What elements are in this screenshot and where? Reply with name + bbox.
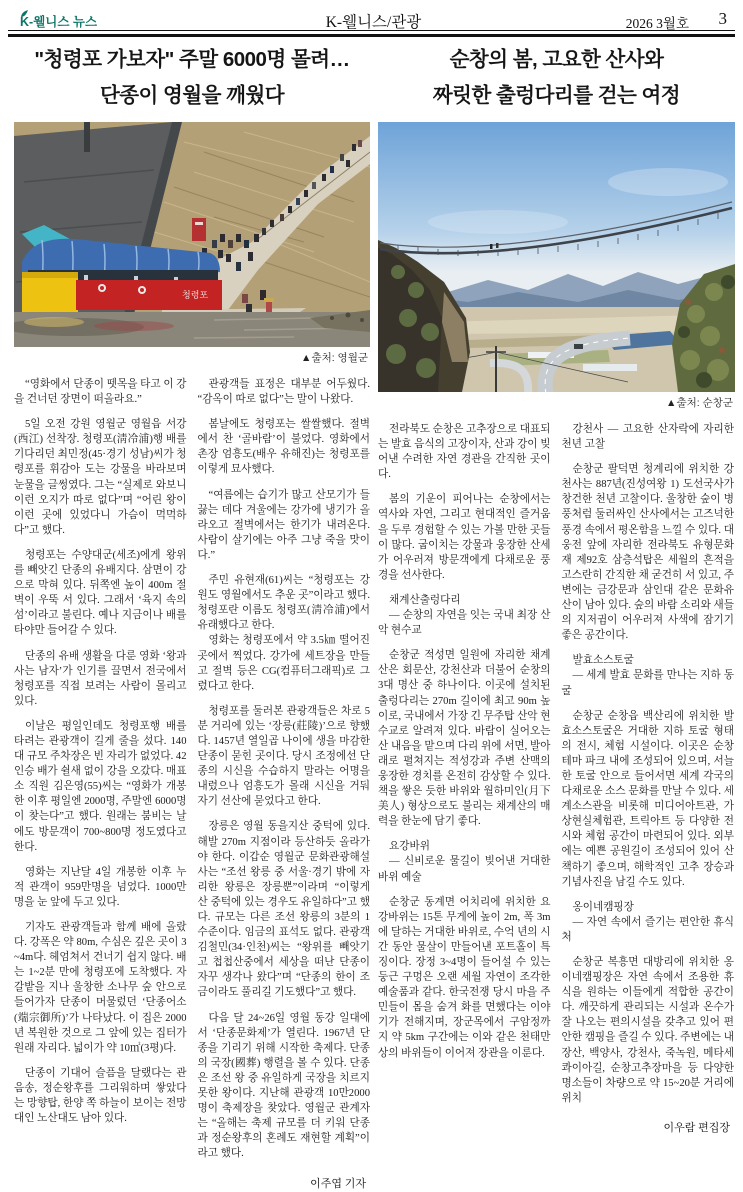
paragraph: 채계산출렁다리 [389,594,461,606]
text-column-2 [198,377,371,1192]
logo-text: K-웰니스 뉴스 [20,15,98,29]
photo-caption: ▲출처: 순창군 [666,397,733,409]
paragraph: 순창군 적성면 일원에 자리한 채계산은 회문산, 강천산과 더불어 순창의 3대 명산 중 하나이다. 이곳에 설치된 출렁다리는 270m 길이에 최고 90m 높이로, 국내에서 가장 긴 무주탑 산악 현수교로 알려져 있다. 바람이 실어오는 산 내음을 맡으며 다리 위에 서면, 발아래로 펼쳐지는 적성강과 주변 산맥의 웅장한 경치를 온전히 감상할 수 있다. 책을 쌓은 듯한 바위와 월하미인(月下美人) 형상으로도 불리는 채계산의 매력을 한눈에 담기 좋다. [378,650,551,828]
article-sunchang [378,42,735,1136]
headline-line1: 순창의 봄, 고요한 산사와 [449,48,664,71]
paragraph: 순창군 동계면 어치리에 위치한 요강바위는 15톤 무게에 높이 2m, 폭 3m에 달하는 거대한 바위로, 수억 년의 시간 동안 물살이 만들어낸 포트홀이 특징이다. 장정 3~4명이 들어설 수 있는 둥근 구멍은 오랜 세월 자연이 조각한 예술품과 같다. 한국전쟁 당시 마을 주민들이 몸을 숨겨 화를 면했다는 이야기가 전해지며, 장군목에서 구암정까지 약 5km 구간에는 이와 같은 천태만상의 바위들이 이어져 장관을 이룬다. [378,896,551,1059]
paragraph: — 순창의 자연을 잇는 국내 최장 산악 현수교 [378,610,551,637]
headline-line2: 단종이 영월을 깨웠다 [99,83,285,107]
text-column-2-flow [198,377,371,1162]
paragraph: 청령포를 둘러본 관광객들은 차로 5분 거리에 있는 ‘장릉(莊陵)’으로 향했다. 1457년 열일곱 나이에 생을 마감한 단종이 묻힌 곳이다. 당시 조정에선 단종의 시신을 수습하지 말라는 어명을 내렸으나 엄흥도가 몰래 시신을 거둬 자기 선산에 묻었다고 한다. [197,705,370,808]
masthead-rule-thin [8,30,735,31]
paragraph: 발효소스토굴 [572,655,634,667]
paragraph: 순창군 복흥면 대방리에 위치한 옹이네캠핑장은 자연 속에서 조용한 휴식을 원하는 이들에게 적합한 공간이다. 깨끗하게 관리되는 시설과 온수가 잘 나오는 편의시설을 갖추고 있어 편안한 캠핑을 즐길 수 있다. 주변에는 내장산, 백양사, 강천사, 죽녹원, 메타세콰이아길, 순창고추장마을 등 다양한 명소들이 차량으로 약 15~20분 거리에 위치 [561,957,734,1104]
issue-date: 2026 3월호 [625,16,689,31]
paragraph: 옹이네캠핑장 [572,901,634,913]
paragraph: “여름에는 습기가 많고 산모기가 들끓는 데다 겨울에는 강가에 냉기가 올라오고 절벽에서는 한기가 내려온다. 사람이 살기에는 아주 그냥 죽을 맛이다.” [197,489,370,561]
text-column-1 [378,422,551,1136]
paragraph: 기자도 관광객들과 함께 배에 올랐다. 강폭은 약 80m, 수심은 깊은 곳이 3~4m다. 헤엄쳐서 건너기 쉽지 않다. 배는 1~2분 만에 청령포에 도착했다. 자갈밭을 지나 울창한 소나무 숲 안으로 들어가자 단종이 머물렀던 ‘단종어소(端宗御所)’가 나타났다. 이 집은 2000년 복원한 것으로 그 앞에 있는 집터가 원래 자리다. 넓이가 약 10㎡(3평)다. [14,922,187,1054]
masthead-rule-thick [8,34,735,37]
paragraph: 장릉은 영월 동을지산 중턱에 있다. 해발 270m 지점이라 등산하듯 올라가야 한다. 이갑순 영월군 문화관광해설사는 “조선 왕릉 중 서울·경기 밖에 자리한 왕릉은 장릉뿐”이라며 “이렇게 산 중턱에 있는 경우도 유일하다”고 했다. 규모는 다른 조선 왕릉의 3분의 1 수준이다. 임금의 표석도 없다. 관광객 김철민(34·인천)씨는 “왕위를 빼앗기고 첩첩산중에서 세상을 떠난 단종이 자꾸 생각나 왔다”며 “단종의 한이 조금이라도 풀리길 기도했다”고 했다. [197,821,370,999]
paragraph: 강천사 — 고요한 산자락에 자리한 천년 고찰 [561,424,734,451]
paragraph: — 세계 발효 문화를 만나는 지하 동굴 [561,670,734,697]
headline-line2: 짜릿한 출렁다리를 걷는 여정 [432,83,681,107]
sunchang-bridge-illustration [378,122,735,392]
svg-text:청령포: 청령포 [182,290,209,300]
paragraph: 봄날에도 청령포는 쌀쌀했다. 절벽에서 찬 ‘골바람’이 불었다. 영화에서 촌장 엄흥도(배우 유해진)는 청령포를 이렇게 묘사했다. [197,419,370,476]
headline-sunchang [378,50,735,106]
paragraph: 단종의 유배 생활을 다룬 영화 ‘왕과 사는 남자’가 인기를 끌면서 전국에서 청령포를 직접 보려는 사람이 몰리고 있다. [14,650,187,707]
photo-sunchang-bridge [378,122,735,392]
paragraph: 관광객들 표정은 대부분 어두웠다. “감옥이 따로 없다”는 말이 나왔다. [197,379,370,406]
paragraph: 순창군 순창읍 백산리에 위치한 발효소스토굴은 거대한 지하 토굴 형태의 전시, 체험 시설이다. 이곳은 순창 테마 파크 내에 조성되어 있으며, 서늘한 토굴 안으로 들어서면 세계 각국의 다채로운 소스 문화를 만날 수 있다. 세계소스관을 비롯해 미디어아트관, 가상현실체험관, 트릭아트 등 다양한 전시와 체험 공간이 마련되어 있다. 외부에는 예쁜 공원길이 조성되어 있어 산책하기 좋으며, 해학적인 고추 장승과 기념사진을 남길 수도 있다. [561,710,734,888]
article-body [378,422,735,1136]
paragraph: 5일 오전 강원 영월군 영월읍 서강(西江) 선착장. 청령포(淸冷浦)행 배를 기다리던 최민정(45·경기 성남)씨가 청령포를 휘감아 도는 강물을 바라보며 눈물을 글썽였다. 그는 “실제로 와보니 이런 오지가 따로 없다”며 “어린 왕이 이런 곳에 있었다니 가슴이 먹먹하다”고 했다. [14,419,187,536]
article-body [14,377,370,1192]
text-column-1 [14,377,187,1192]
masthead [14,9,733,31]
headline-line1: "청령포 가보자" 주말 6000명 몰려… [34,48,350,71]
article-yeongwol [14,42,370,1192]
text-column-2 [562,422,735,1136]
paragraph: 단종이 기대어 슬픔을 달랬다는 관음송, 정순왕후를 그리워하며 쌓았다는 망향탑, 한양 쪽 하늘이 보이는 전망대인 노산대도 남아 있다. [14,1067,187,1125]
reporter-byline: 이주엽 기자 [310,1177,366,1190]
paragraph: 이날은 평일인데도 청령포행 배를 타려는 관광객이 길게 줄을 섰다. 140대 규모 주차장은 빈 자리가 없었다. 42인승 배가 쉴새 없이 강을 오갔다. 매표소 직원 김은영(55)씨는 “영화가 개봉한 이후 평일엔 2000명, 주말엔 6000명이 찾는다”고 했다. 원래는 붐비는 날에도 방문객이 700~800명 정도였다고 한다. [14,720,187,853]
paragraph: 영화는 청령포에서 약 3.5㎞ 떨어진 곳에서 찍었다. 강가에 세트장을 만들고 절벽 등은 CG(컴퓨터그래픽)로 그렸다고 한다. [197,635,370,692]
headline-yeongwol [14,50,370,106]
paragraph: 요강바위 [389,841,430,853]
paragraph: 다음 달 24~26일 영월 동강 일대에서 ‘단종문화제’가 열린다. 1967년 단종을 기리기 위해 시작한 축제다. 단종의 국장(國葬) 행렬을 볼 수 있다. 단종은 조선 왕 중 유일하게 국장을 치르지 못한 왕이다. 지난해 관광객 10만2000명이 축제장을 찾았다. 영월군 관계자는 “올해는 축제 규모를 더 키워 단종과 정순왕후의 혼례도 재현할 계획”이라고 했다. [197,1012,370,1160]
photo-caption: ▲출처: 영월군 [301,352,368,364]
paragraph: 영화는 지난달 4일 개봉한 이후 누적 관객이 959만명을 넘었다. 1000만명을 눈 앞에 두고 있다. [14,866,187,908]
paragraph: — 신비로운 물길이 빚어낸 거대한 바위 예술 [378,856,551,883]
photo-yeongwol-ferry [14,122,370,347]
text-column-2-flow [562,422,735,1106]
yeongwol-ferry-illustration [14,122,370,347]
paragraph: — 자연 속에서 즐기는 편안한 휴식처 [561,916,734,943]
paragraph: “영화에서 단종이 뗏목을 타고 이 강을 건너던 장면이 떠올라요.” [14,379,187,406]
paragraph: 주민 유현재(61)씨는 “청령포는 강원도 영월에서도 추운 곳”이라고 했다. 청령포란 이름도 청령포(淸冷浦)에서 유래했다고 한다. [197,575,370,632]
page-number: 3 [718,9,727,28]
section-title: K-웰니스/관광 [325,14,422,31]
paragraph: 청령포는 수양대군(세조)에게 왕위를 빼앗긴 단종의 유배지다. 삼면이 강으로 막혀 있다. 뒤쪽엔 높이 400m 절벽이 우뚝 서 있다. 그래서 ‘육지 속의 섬’이라고 불린다. 예나 지금이나 배를 타야만 들어갈 수 있다. [14,549,187,637]
paragraph: 봄의 기운이 피어나는 순창에서는 역사와 자연, 그리고 현대적인 즐거움을 두루 경험할 수 있는 가볼 만한 곳들이 많다. 굽이치는 강물과 웅장한 산세가 어우러져 방문객에게 다채로운 풍경을 선사한다. [378,494,551,581]
editor-byline: 이우람 편집장 [663,1121,730,1134]
paragraph: 전라북도 순창은 고추장으로 대표되는 발효 음식의 고장이자, 산과 강이 빚어낸 수려한 자연 경관을 간직한 곳이다. [378,424,551,481]
paragraph: 순창군 팔덕면 청계리에 위치한 강천사는 887년(진성여왕 1) 도선국사가 창건한 천년 고찰이다. 울창한 숲이 병풍처럼 둘러싸인 산사에서는 고즈넉한 풍경 속에서 평온함을 느낄 수 있다. 대웅전 앞에 자리한 전라북도 유형문화재 제92호 삼층석탑은 세월의 흔적을 고스란히 간직한 채 굳건히 서 있고, 주변에는 금강문과 삼인대 같은 문화유산이 남아 있다. 숲의 바람 소리와 새들의 지저귐이 어우러져 사색에 잠기기 좋은 공간이다. [561,464,734,642]
